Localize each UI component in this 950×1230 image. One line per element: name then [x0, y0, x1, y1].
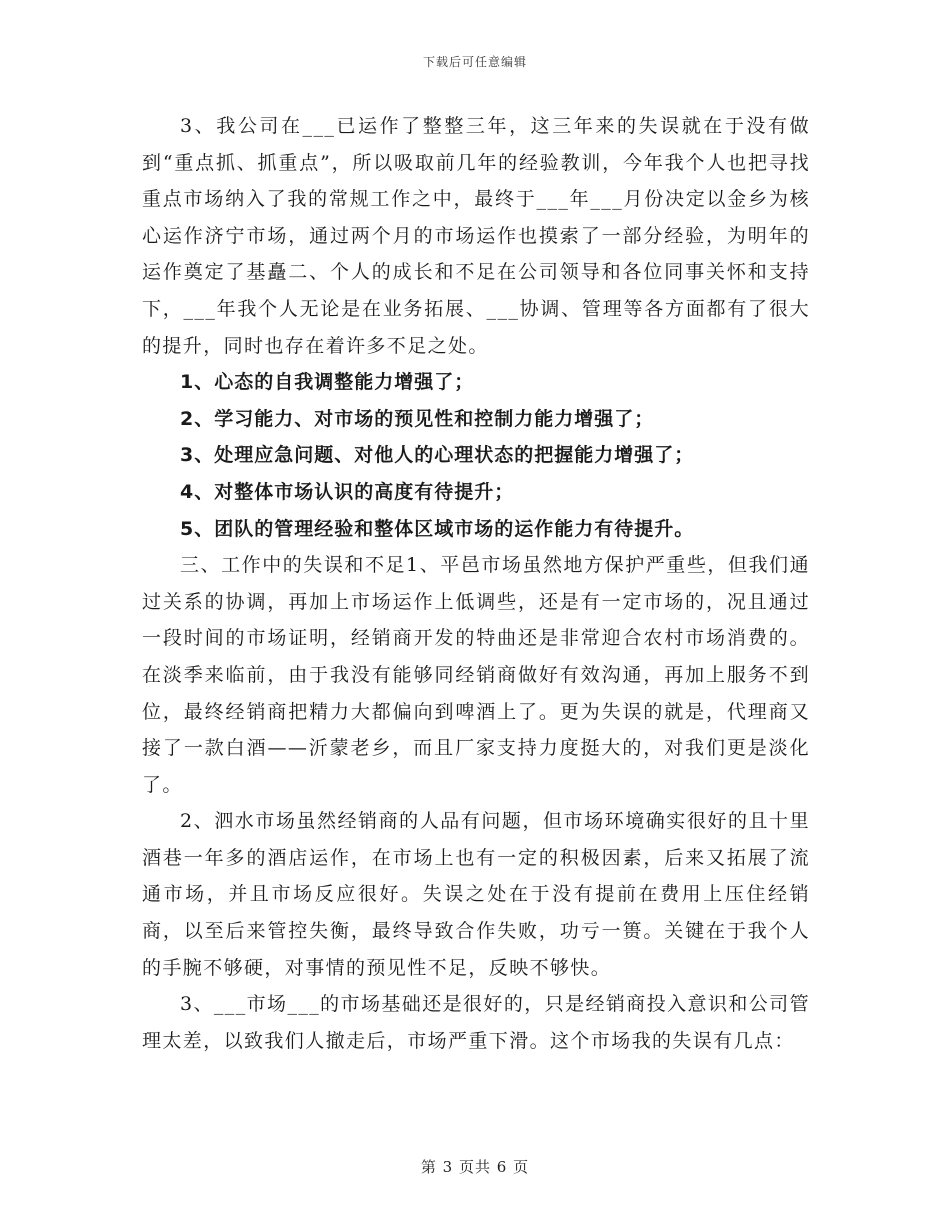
paragraph-sishui-market: 2、泗水市场虽然经销商的人品有问题，但市场环境确实很好的且十里酒巷一年多的酒店运作，在市场上也有一定的积极因素，后来又拓展了流通市场，并且市场反应很好。失误之处在于没有提前在费用上压住经销商，以至后来管控失衡，最终导致合作失败，功亏一篑。关键在于我个人的手腕不够硬，对事情的预见性不足，反映不够快。 [142, 810, 810, 979]
growth-item-3: 3、处理应急问题、对他人的心理状态的把握能力增强了； [180, 444, 695, 467]
header-note: 下载后可任意编辑 [422, 55, 527, 69]
page-number: 第 3 页共 6 页 [420, 1158, 530, 1176]
growth-item-4: 4、对整体市场认识的高度有待提升； [180, 480, 515, 503]
paragraph-pingyi-market: 三、工作中的失误和不足1、平邑市场虽然地方保护严重些，但我们通过关系的协调，再加上市场运作上低调些，还是有一定市场的，况且通过一段时间的市场证明，经销商开发的特曲还是非常迎合农村市场消费的。在淡季来临前，由于我没有能够同经销商做好有效沟通，再加上服务不到位，最终经销商把精力大都偏向到啤酒上了。更为失误的就是，代理商又接了一款白酒——沂蒙老乡，而且厂家支持力度挺大的，对我们更是淡化了。 [142, 554, 810, 796]
paragraph-third-market: 3、___市场___的市场基础还是很好的，只是经销商投入意识和公司管理太差，以致我们人撤走后，市场严重下滑。这个市场我的失误有几点： [142, 993, 810, 1052]
paragraph-market-summary: 3、我公司在___已运作了整整三年，这三年来的失误就在于没有做到“重点抓、抓重点”，所以吸取前几年的经验教训，今年我个人也把寻找重点市场纳入了我的常规工作之中，最终于___年___月份决定以金乡为核心运作济宁市场，通过两个月的市场运作也摸索了一部分经验，为明年的运作奠定了基矗二、个人的成长和不足在公司领导和各位同事关怀和支持下，___年我个人无论是在业务拓展、___协调、管理等各方面都有了很大的提升，同时也存在着许多不足之处。 [142, 115, 810, 357]
growth-item-5: 5、团队的管理经验和整体区域市场的运作能力有待提升。 [180, 517, 695, 540]
growth-item-2: 2、学习能力、对市场的预见性和控制力能力增强了； [180, 407, 655, 430]
growth-item-1: 1、心态的自我调整能力增强了； [180, 371, 475, 394]
document-body [142, 108, 810, 1059]
